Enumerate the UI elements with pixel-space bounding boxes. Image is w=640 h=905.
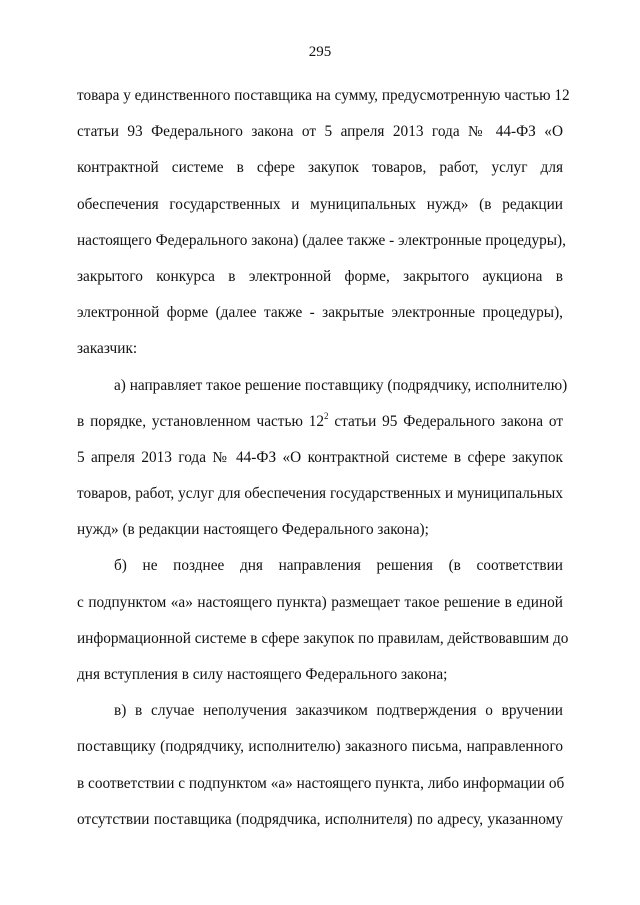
text-line: нужд» (в редакции настоящего Федерального закона); — [77, 521, 429, 539]
text-line: информационной системе в сфере закупок по правилам, действовавшим до — [77, 629, 569, 647]
text-segment: в порядке, установленном частью — [77, 412, 303, 430]
part-number-base: 12 — [308, 412, 325, 430]
text-line: товаров, работ, услуг для обеспечения государственных и муниципальных — [77, 485, 563, 503]
page-number: 295 — [308, 44, 332, 60]
text-line: поставщику (подрядчику, исполнителю) заказного письма, направленного — [77, 738, 563, 756]
text-segment: статьи 95 Федерального закона от — [334, 412, 564, 430]
text-line: в соответствии с подпунктом «а» настоящего пункта, либо информации об — [77, 774, 565, 792]
paragraph-v-first-line: в) в случае неполучения заказчиком подтверждения о вручении — [114, 702, 563, 720]
text-line: контрактной системе в сфере закупок товаров, работ, услуг для — [77, 159, 563, 177]
paragraph-a-first-line: а) направляет такое решение поставщику (подрядчику, исполнителю) — [114, 376, 568, 394]
body-text — [77, 78, 570, 838]
text-line: статьи 93 Федерального закона от 5 апреля 2013 года № 44-ФЗ «О — [77, 123, 563, 141]
text-line: отсутствии поставщика (подрядчика, исполнителя) по адресу, указанному — [77, 810, 563, 828]
text-line: закрытого конкурса в электронной форме, закрытого аукциона в — [77, 267, 563, 285]
text-line: с подпунктом «а» настоящего пункта) размещает такое решение в единой — [77, 593, 563, 611]
text-line: заказчик: — [77, 340, 138, 358]
paragraph-b-first-line: б) не позднее дня направления решения (в соответствии — [114, 557, 563, 575]
text-line: 5 апреля 2013 года № 44-ФЗ «О контрактной системе в сфере закупок — [77, 448, 563, 466]
part-number — [308, 410, 329, 430]
text-line: настоящего Федерального закона) (далее также - электронные процедуры), — [77, 231, 566, 249]
text-line: обеспечения государственных и муниципальных нужд» (в редакции — [77, 195, 563, 213]
text-line: товара у единственного поставщика на сумму, предусмотренную частью 12 — [77, 87, 570, 104]
text-line: электронной форме (далее также - закрытые электронные процедуры), — [77, 304, 563, 322]
text-line: дня вступления в силу настоящего Федерального закона; — [77, 666, 448, 683]
text-line-with-superscript — [77, 404, 563, 440]
part-number-superscript: 2 — [324, 410, 329, 421]
